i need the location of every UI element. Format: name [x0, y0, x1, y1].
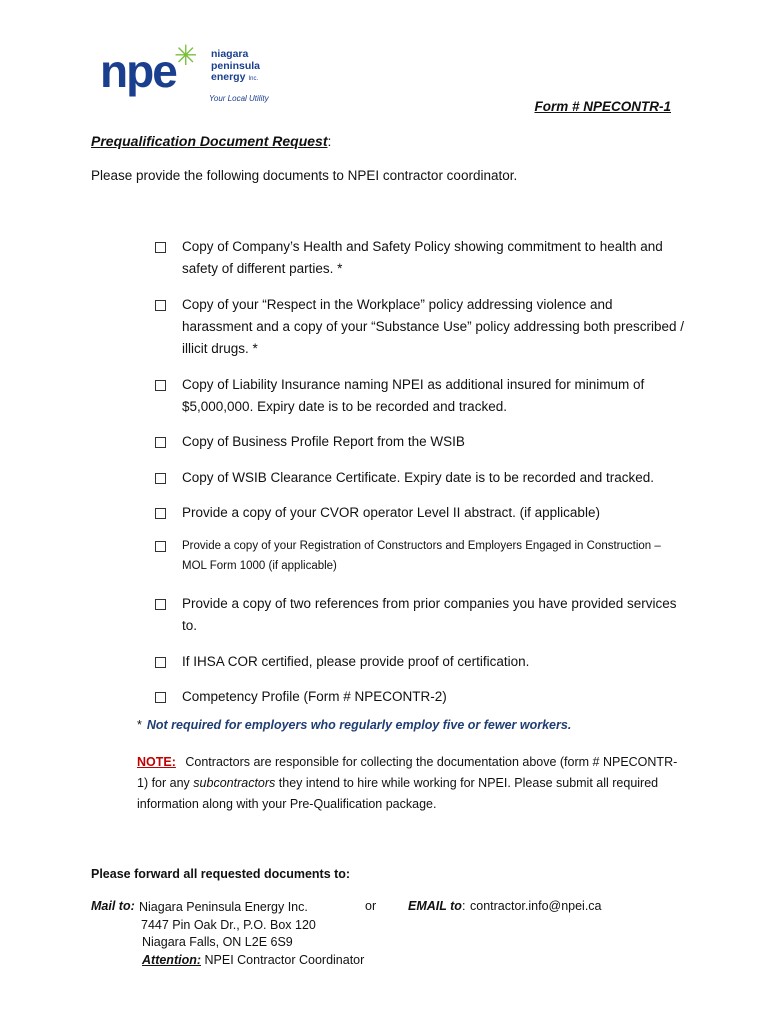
checklist-item [155, 431, 685, 453]
checklist-item-text: Copy of Company’s Health and Safety Policy showing commitment to health and safety of different parties. * [182, 239, 663, 276]
checklist-item [155, 236, 685, 280]
checklist-item-text: Provide a copy of two references from prior companies you have provided services to. [182, 596, 677, 633]
mailing-address [139, 899, 364, 969]
form-number: Form # NPECONTR-1 [534, 99, 671, 114]
logo-line-3-wrap [211, 72, 260, 86]
logo-line-1: niagara [211, 48, 249, 60]
attention-label: Attention: [142, 952, 202, 967]
logo-wordmark [211, 49, 260, 86]
address-line-3: Niagara Falls, ON L2E 6S9 [142, 935, 293, 949]
checkbox[interactable] [155, 657, 166, 668]
logo-line-2: peninsula [211, 59, 261, 72]
mail-label: Mail to: [91, 899, 135, 913]
logo-tagline: Your Local Utility [209, 94, 269, 103]
checklist-item-text: Copy of your “Respect in the Workplace” policy addressing violence and harassment and a copy of your “Substance Use” policy addressing both prescribed / illicit drugs. * [182, 297, 685, 356]
checklist-item-text: Copy of Business Profile Report from the WSIB [182, 434, 465, 449]
checklist-item-text: Provide a copy of your CVOR operator Level II abstract. (if applicable) [182, 505, 600, 520]
logo-mark: npe [100, 45, 176, 97]
checklist-item [155, 686, 685, 708]
address-line-2: 7447 Pin Oak Dr., P.O. Box 120 [141, 917, 316, 932]
logo-inc: Inc. [248, 76, 259, 82]
checklist-item-text: If IHSA COR certified, please provide proof of certification. [182, 654, 530, 669]
checklist-item [155, 374, 685, 418]
note-emphasis: subcontractors [193, 776, 276, 790]
checkbox[interactable] [155, 242, 166, 253]
checklist-item-text: Provide a copy of your Registration of Constructors and Employers Engaged in Construction – MOL Form 1000 (if applicable) [182, 540, 661, 572]
heading-text: Prequalification Document Request [91, 133, 328, 149]
footnote-text: Not required for employers who regularly employ five or fewer workers. [146, 718, 572, 732]
checkbox[interactable] [155, 437, 166, 448]
checklist-item [155, 536, 685, 576]
footnote-marker: * [137, 718, 142, 732]
checklist-item-text: Competency Profile (Form # NPECONTR-2) [182, 689, 447, 704]
checklist-item [155, 502, 685, 524]
checklist-item-text: Copy of Liability Insurance naming NPEI as additional insured for minimum of $5,000,000. Expiry date is to be recorded and tracked. [182, 377, 645, 414]
checkbox[interactable] [155, 692, 166, 703]
or-text: or [365, 899, 377, 913]
checklist-item-text: Copy of WSIB Clearance Certificate. Expiry date is to be recorded and tracked. [182, 470, 654, 485]
attention-line [142, 952, 364, 970]
note-paragraph [137, 752, 682, 815]
footnote [137, 718, 571, 732]
email-label-wrap [408, 899, 465, 913]
checklist-item [155, 467, 685, 489]
checkbox[interactable] [155, 508, 166, 519]
document-checklist [155, 236, 685, 708]
checkbox[interactable] [155, 473, 166, 484]
npei-logo [100, 42, 290, 104]
checkbox[interactable] [155, 541, 166, 552]
email-address[interactable]: contractor.info@npei.ca [470, 899, 602, 913]
heading-suffix: : [327, 133, 332, 149]
note-label: NOTE: [137, 755, 176, 769]
forward-heading: Please forward all requested documents to: [91, 867, 351, 881]
checklist-item [155, 294, 685, 360]
note-text-part2: they intend to hire while working for NPEI. Please submit all required information along with your Pre-Qualification package. [137, 776, 659, 811]
checklist-item [155, 651, 685, 673]
logo-star-icon: ✳ [174, 40, 198, 71]
logo-line-3: energy [211, 71, 246, 83]
checkbox[interactable] [155, 300, 166, 311]
checkbox[interactable] [155, 380, 166, 391]
intro-text: Please provide the following documents to NPEI contractor coordinator. [91, 168, 518, 183]
email-label: EMAIL to [408, 899, 462, 913]
note-text-part1: Contractors are responsible for collecting the documentation above (form # NPECONTR-1) for any [137, 755, 678, 790]
page-heading [91, 133, 331, 149]
email-colon: : [461, 899, 466, 913]
address-line-1: Niagara Peninsula Energy Inc. [139, 900, 308, 914]
checkbox[interactable] [155, 599, 166, 610]
attention-value: NPEI Contractor Coordinator [204, 952, 365, 967]
checklist-item [155, 593, 685, 637]
